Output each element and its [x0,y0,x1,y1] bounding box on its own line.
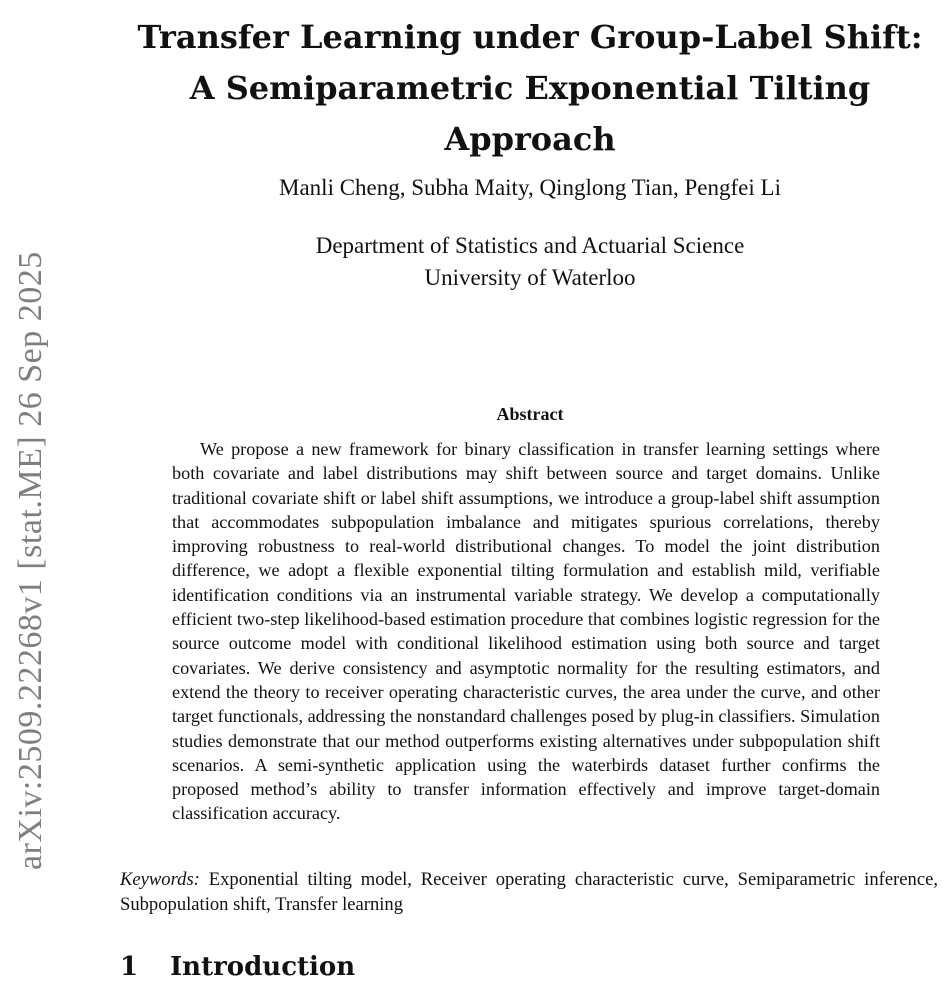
keywords-text: Exponential tilting model, Receiver operating characteristic curve, Semiparametric inference, Subpopulation shift, Transfer learning [120,869,938,915]
arxiv-identifier-stamp: arXiv:2509.22268v1 [stat.ME] 26 Sep 2025 [12,251,49,870]
section-heading [120,952,355,982]
keywords-label: Keywords: [120,869,200,890]
affiliation [110,230,950,294]
title-line-1: Transfer Learning under Group-Label Shift: [137,18,923,56]
abstract-body: We propose a new framework for binary classification in transfer learning settings where both covariate and label distributions may shift between source and target domains. Unlike traditional covariate shift or label shift assumptions, we introduce a group-label shift assumption that accommodates subpopulation imbalance and mitigates spurious correlations, thereby improving robustness to real-world distributional changes. To model the joint distribution difference, we adopt a flexible exponential tilting formulation and establish mild, verifiable identification conditions via an instrumental variable strategy. We develop a computationally efficient two-step likelihood-based estimation procedure that combines logistic regression for the source outcome model with conditional likelihood estimation using both source and target covariates. We derive consistency and asymptotic normality for the resulting estimators, and extend the theory to receiver operating characteristic curves, the area under the curve, and other target functionals, addressing the nonstandard challenges posed by plug-in classifiers. Simulation studies demonstrate that our method outperforms existing alternatives under subpopulation shift scenarios. A semi-synthetic application using the waterbirds dataset further confirms the proposed method’s ability to transfer information effectively and improve target-domain classification accuracy. [172,439,880,824]
keywords-paragraph [120,868,938,917]
author-list: Manli Cheng, Subha Maity, Qinglong Tian, Pengfei Li [279,175,781,200]
section-title: Introduction [170,952,356,982]
university: University of Waterloo [424,265,636,290]
abstract-heading: Abstract [496,404,564,424]
title-line-2: A Semiparametric Exponential Tilting [189,69,871,107]
title-line-3: Approach [444,120,616,158]
section-number: 1 [120,952,139,982]
department: Department of Statistics and Actuarial Science [315,233,745,258]
paper-title [110,12,950,165]
